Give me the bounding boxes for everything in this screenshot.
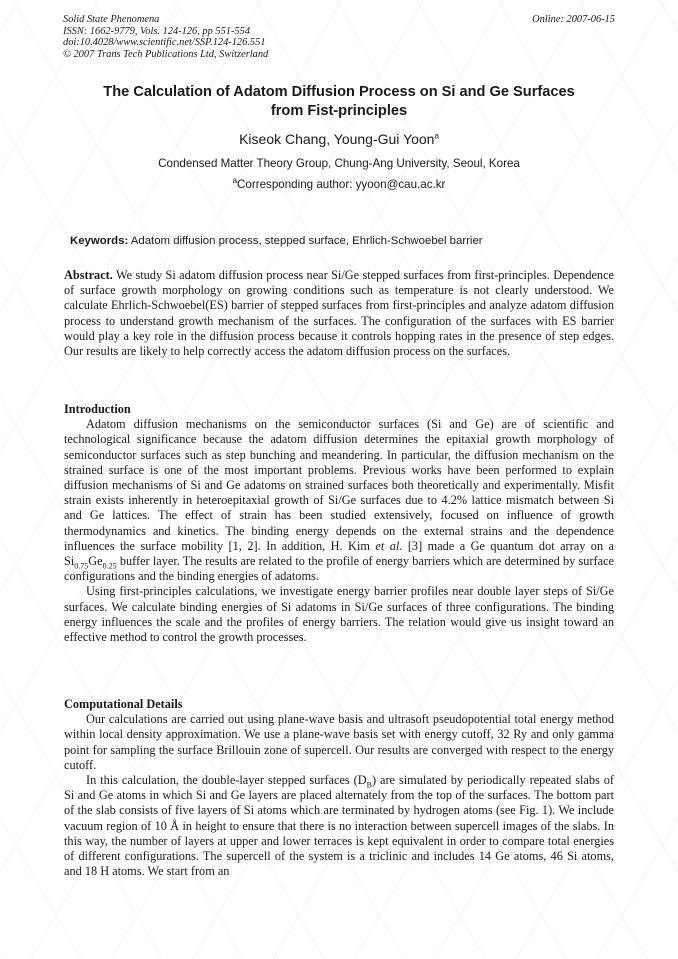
- title-line-1: The Calculation of Adatom Diffusion Process on Si and Ge Surfaces: [103, 84, 575, 100]
- comp-p2-sub: B: [366, 780, 372, 790]
- keywords-label: Keywords:: [70, 235, 129, 247]
- corresponding-text: Corresponding author: yyoon@cau.ac.kr: [237, 178, 446, 191]
- introduction-heading: Introduction: [64, 402, 131, 416]
- online-date: Online: 2007-06-15: [532, 14, 615, 25]
- journal-name: Solid State Phenomena: [63, 14, 160, 25]
- issn-line: ISSN: 1662-9779, Vols. 124-126, pp 551-554: [63, 25, 251, 37]
- intro-p1-sub-2: 0.25: [102, 561, 117, 571]
- keywords-text: Adatom diffusion process, stepped surface, Ehrlich-Schwoebel barrier: [130, 235, 483, 247]
- intro-p1-part-b: [3] made a Ge quantum dot array on a Si: [64, 538, 615, 569]
- intro-p1-etal: et al.: [375, 538, 403, 553]
- computational-section: [64, 697, 614, 879]
- affiliation: Condensed Matter Theory Group, Chung-Ang University, Seoul, Korea: [158, 157, 520, 170]
- comp-p2-part-a: In this calculation, the double-layer stepped surfaces (D: [86, 773, 367, 788]
- abstract-text: We study Si adatom diffusion process near Si/Ge stepped surfaces from first-principles. Dependence of surface growth morphology on growing conditions such as temperature is not clearly understood. We calculate Ehrlich-Schwoebel(ES) barrier of stepped surfaces from first-principles and analyze adatom diffusion process to understand growth mechanism of the surfaces. The configuration of the surfaces with ES barrier would play a key role in the diffusion process because it controls hopping rates in the presence of step edges. Our results are likely to help correctly access the adatom diffusion process on the surfaces.: [64, 268, 614, 359]
- comp-paragraph-2: [64, 773, 614, 879]
- journal-header: [63, 14, 615, 60]
- abstract-label: Abstract.: [64, 268, 113, 282]
- title-line-2: from Fist-principles: [270, 103, 408, 119]
- introduction-section: [64, 402, 614, 645]
- comp-p2-part-b: ) are simulated by periodically repeated slabs of Si and Ge atoms in which Si and Ge layers are placed alternately from the top of the surfaces. The bottom part of the slab consists of five layers of Si atoms which are terminated by hydrogen atoms (see Fig. 1). We include vacuum region of 10 Å in height to ensure that there is no interaction between supercell images of the slabs. In this way, the number of layers at upper and lower terraces is kept equivalent in order to compare total energies of different configurations. The supercell of the system is a triclinic and includes 14 Ge atoms, 46 Si atoms, and 18 H atoms. We start from an: [64, 773, 614, 879]
- copyright-line: © 2007 Trans Tech Publications Ltd, Switzerland: [63, 48, 269, 60]
- author-list: [63, 131, 615, 147]
- doi-line: doi:10.4028/www.scientific.net/SSP.124-126.551: [63, 37, 266, 49]
- computational-heading: Computational Details: [64, 697, 183, 711]
- paper-title: [63, 83, 615, 121]
- intro-p1-part-c: Ge: [88, 554, 103, 569]
- intro-p1-part-a: Adatom diffusion mechanisms on the semiconductor surfaces (Si and Ge) are of scientific and technological significance because the adatom diffusion determines the epitaxial growth morphology of semiconductor surfaces such as step bunching and meandering. In particular, the diffusion mechanism on the strained surface is one of the most important problems. Previous works have been performed to explain diffusion mechanisms of Si and Ge adatoms on strained surfaces both theoretically and experimentally. Misfit strain exists inherently in heteroepitaxial growth of Si/Ge surfaces due to 4.2% lattice mismatch between Si and Ge lattices. The effect of strain has been studied extensively, focused on influence of growth thermodynamics and kinetics. The binding energy depends on the external strains and the dependence influences the surface mobility [1, 2]. In addition, H. Kim: [64, 417, 614, 553]
- corresponding-superscript: a: [232, 176, 238, 186]
- authors-text: Kiseok Chang, Young-Gui Yoon: [239, 131, 435, 147]
- author-superscript: a: [434, 131, 439, 141]
- intro-p1-sub-1: 0.75: [74, 561, 89, 571]
- abstract-section: [64, 268, 614, 359]
- intro-p1-part-d: buffer layer. The results are related to the profile of energy barriers which are determined by surface configurations and the binding energies of adatoms.: [64, 554, 614, 584]
- intro-paragraph-2: Using first-principles calculations, we investigate energy barrier profiles near double layer steps of Si/Ge surfaces. We calculate binding energies of Si adatoms in Si/Ge surfaces of three configurations. The binding energy influences the scale and the profiles of energy barriers. The relation would give us insight toward an effective method to control the growth processes.: [64, 584, 614, 645]
- corresponding-author: [63, 178, 615, 191]
- keywords-line: [70, 235, 615, 247]
- intro-paragraph-1: [64, 417, 614, 584]
- comp-paragraph-1: Our calculations are carried out using plane-wave basis and ultrasoft pseudopotential total energy method within local density approximation. We use a plane-wave basis set with energy cutoff, 32 Ry and only gamma point for sampling the surface Brillouin zone of supercell. Our results are converged with respect to the energy cutoff.: [64, 712, 614, 772]
